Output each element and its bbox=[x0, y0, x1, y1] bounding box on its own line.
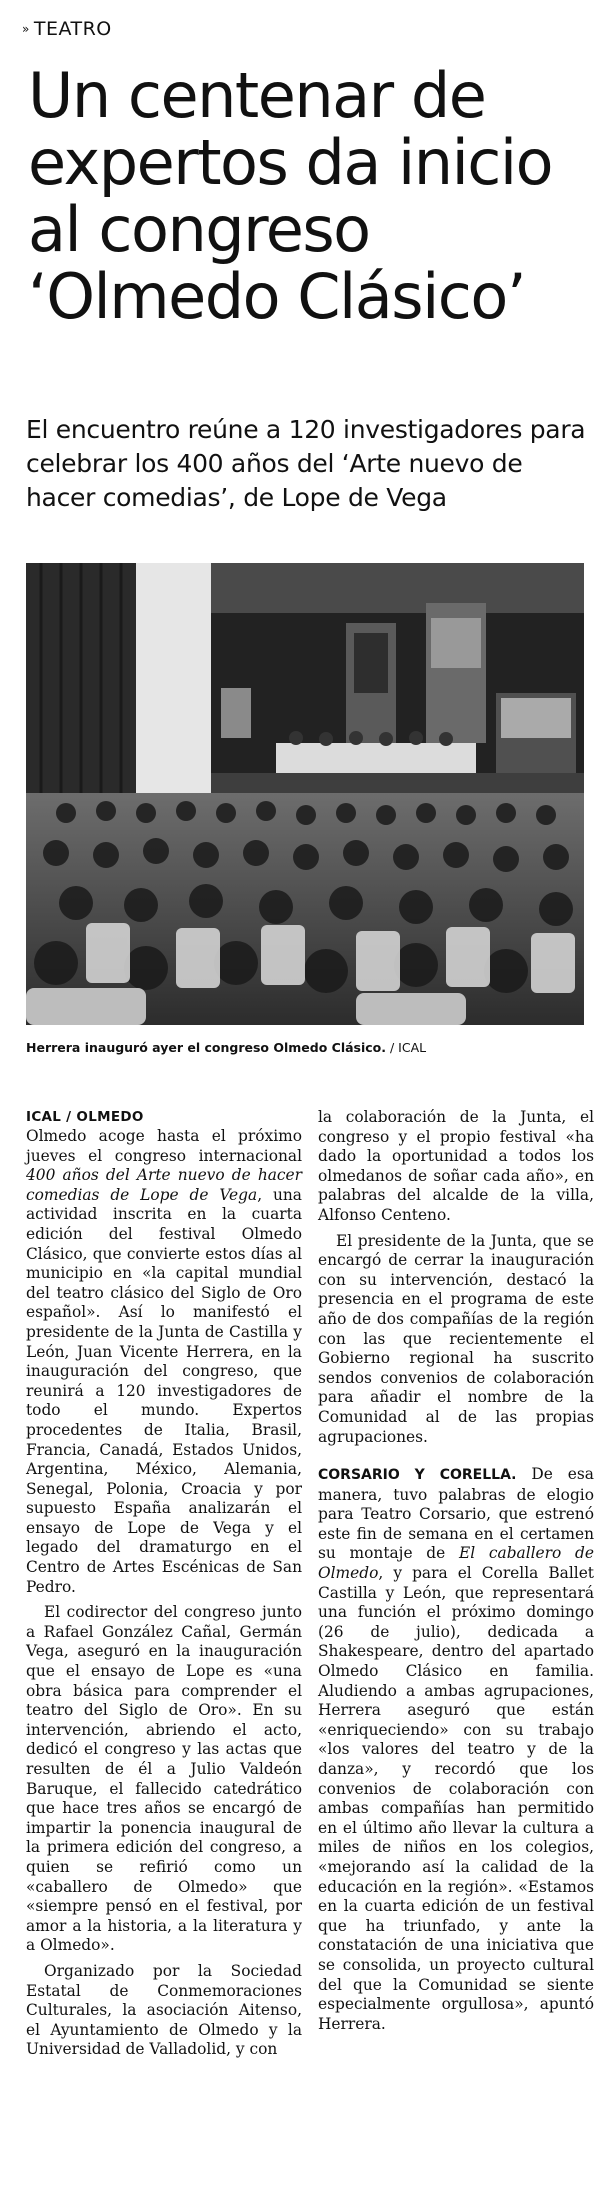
article-paragraph bbox=[26, 1127, 302, 1597]
caption-text: Herrera inauguró ayer el congreso Olmedo Clásico. bbox=[26, 1040, 387, 1055]
article-paragraph: El codirector del congreso junto a Rafael González Cañal, Germán Vega, aseguró en la inauguración que el ensayo de Lope es «una obra básica para comprender el teatro del Siglo de Oro». En su intervención, abriendo el acto, dedicó el congreso y las actas que resulten de él a Julio Valdeón Baruque, el fallecido catedrático que hace tres años se encargó de impartir la ponencia inaugural de la primera edición del congreso, a quien se refirió como un «caballero de Olmedo» que «siempre pensó en el festival, por amor a la historia, a la literatura y a Olmedo». bbox=[26, 1603, 302, 1955]
article-paragraph: la colaboración de la Junta, el congreso y el propio festival «ha dado la oportunidad a todos los olmedanos de soñar cada año», en palabras del alcalde de la villa, Alfonso Centeno. bbox=[318, 1108, 594, 1224]
article-paragraph bbox=[318, 1465, 594, 2034]
section-tag bbox=[22, 18, 112, 40]
article-column-right bbox=[318, 1108, 594, 2034]
headline: Un centenar de expertos da inicio al congreso ‘Olmedo Clásico’ bbox=[28, 59, 553, 333]
subheadline: El encuentro reúne a 120 investigadores para celebrar los 400 años del ‘Arte nuevo de hacer comedias’, de Lope de Vega bbox=[26, 415, 586, 512]
article-paragraph: Organizado por la Sociedad Estatal de Conmemoraciones Culturales, la asociación Aitenso, el Ayuntamiento de Olmedo y la Universidad de Valladolid, y con bbox=[26, 1961, 302, 2059]
play-title: El caballero de Olmedo bbox=[318, 1544, 594, 1583]
paragraph-text: , una actividad inscrita en la cuarta edición del festival Olmedo Clásico, que convierte estos días al municipio en «la capital mundial del teatro clásico del Siglo de Oro español». Así lo manifestó el presidente de la Junta de Castilla y León, Juan Vicente Herrera, en la inauguración del congreso, que reunirá a 120 investigadores de todo el mundo. Expertos procedentes de Italia, Brasil, Francia, Canadá, Estados Unidos, Argentina, México, Alemania, Senegal, Polonia, Croacia y por supuesto España analizarán el ensayo de Lope de Vega y el legado del dramaturgo en el Centro de Artes Escénicas de San Pedro. bbox=[26, 1185, 302, 1596]
bullet-icon: » bbox=[22, 22, 30, 36]
caption-credit: / ICAL bbox=[386, 1040, 427, 1055]
photo-caption bbox=[26, 1040, 586, 1055]
paragraph-text: , y para el Corella Ballet Castilla y León, que representará una función el próximo domingo (26 de julio), dedicada a Shakespeare, dentro del apartado Olmedo Clásico en familia. Aludiendo a ambas agrupaciones, Herrera aseguró que están «enriqueciendo» con su trabajo «los valores del teatro y de la danza», y recordó que los convenios de colaboración con ambas compañías han permitido en el último año llevar la cultura a miles de niños en los colegios, «mejorando así la calidad de la educación en la región». «Estamos en la cuarta edición de un festival que ha triunfado, y ante la constatación de una iniciativa que se consolida, un proyecto cultural del que la Comunidad se siente especialmente orgullosa», apuntó Herrera. bbox=[318, 1564, 594, 2033]
article-paragraph: El presidente de la Junta, que se encargó de cerrar la inauguración con su intervención, destacó la presencia en el programa de este año de dos compañías de la región con las que recientemente el Gobierno regional ha suscrito sendos convenios de colaboración para añadir el nombre de la Comunidad al de las propias agrupaciones. bbox=[318, 1231, 594, 1446]
section-subtitle: CORSARIO Y CORELLA. bbox=[318, 1467, 517, 1484]
congress-photo bbox=[26, 563, 584, 1025]
congress-title: 400 años del Arte nuevo de hacer comedias de Lope de Vega bbox=[26, 1166, 302, 1204]
paragraph-text: Olmedo acoge hasta el próximo jueves el congreso internacional bbox=[26, 1127, 302, 1165]
article-column-left bbox=[26, 1108, 302, 2060]
paragraph-text: De esa manera, tuvo palabras de elogio para Teatro Corsario, que estrenó este fin de semana en el certamen su montaje de bbox=[318, 1465, 594, 1563]
byline: ICAL / OLMEDO bbox=[26, 1109, 144, 1125]
section-label: TEATRO bbox=[33, 18, 112, 40]
